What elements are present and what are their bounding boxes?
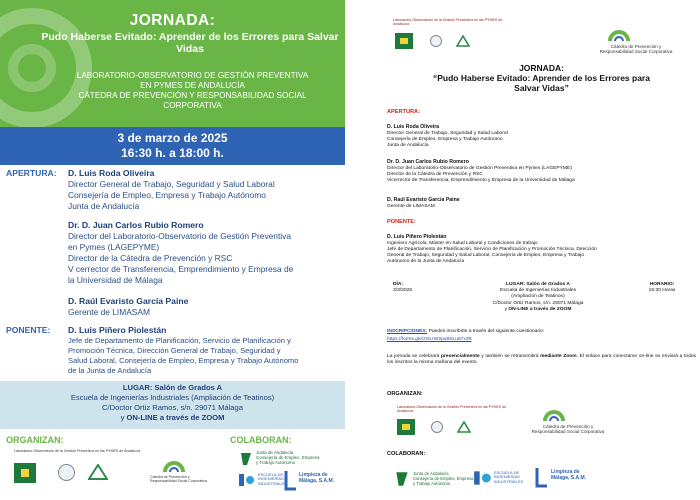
doc-speaker-name: Dr. D. Juan Carlos Rubio Romero — [387, 159, 469, 165]
doc-speaker-line: Gerente de LIMASAM — [387, 204, 435, 209]
doc-dia-block — [393, 282, 453, 294]
doc-title — [383, 63, 700, 93]
doc-horario-label: HORARIO: — [649, 282, 675, 287]
doc-ponente-line: Ingeniero Agrícola, Máster en Salud Laboral y Condiciones de trabajo — [387, 241, 538, 246]
date-band — [0, 127, 345, 165]
doc-speaker-name: D. Luis Roda Oliveira — [387, 124, 440, 130]
doc-inscripciones-label: INSCRIPCIONES: — [387, 329, 428, 334]
doc-ponente-description — [387, 241, 696, 265]
catedra-line: Cátedra de Prevención y — [542, 424, 594, 429]
limasam-line: Limpieza de — [551, 469, 580, 475]
doc-note-text: La jornada se celebrará — [387, 354, 441, 359]
junta-line: Consejería de Empleo, Empresa — [413, 475, 474, 481]
escuela-line: INDUSTRIALES — [258, 480, 288, 486]
poster-header — [0, 0, 345, 127]
doc-lugar-online-prefix: y — [504, 306, 509, 312]
escuela-line: INDUSTRIALES — [494, 478, 524, 484]
doc-catedra-logo-text — [581, 44, 691, 54]
escuela-line: INGENIERÍAS — [494, 474, 520, 480]
doc-inscripciones-text: Puedes inscribirte a través del siguiente cuestionario: — [427, 329, 545, 334]
junta-logo-text — [256, 451, 336, 465]
doc-ponente-name: D. Luis Piñero Piolestán — [387, 234, 447, 240]
venue-online: ON-LINE a través de ZOOM — [126, 413, 225, 422]
venue-heading: LUGAR: Salón de Grados A — [122, 383, 223, 392]
event-time: 16:30 h. a 18:00 h. — [121, 146, 224, 160]
poster-title: JORNADA: — [129, 12, 216, 29]
apertura-label: APERTURA: — [6, 168, 57, 178]
doc-limasam-logo-text — [551, 470, 586, 482]
doc-ponente-line: Autónomo de la Junta de Andalucía — [387, 259, 465, 265]
venue-online-prefix: y — [120, 413, 127, 422]
doc-title-line: Salvar Vidas” — [514, 83, 569, 93]
doc-lab-logo-text: Laboratorio-Observatorio de la Gestión Preventiva en las PYMES de Andalucía — [393, 18, 503, 27]
doc-speaker-description — [387, 131, 696, 149]
doc-org-seal-logo — [431, 421, 443, 433]
speaker-line: Director General de Trabajo, Seguridad y Salud Laboral — [68, 179, 275, 189]
doc-dia-value: 3/3/2025 — [393, 288, 413, 294]
doc-apertura-label: APERTURA: — [387, 109, 420, 115]
doc-org-lab-text: Laboratorio-Observatorio de la Gestión Preventiva en las PYMES de Andalucía — [397, 405, 507, 414]
doc-org-catedra-logo — [543, 408, 565, 422]
doc-note-bold: mediante Zoom — [540, 354, 577, 359]
speaker-line: Gerente de LIMASAM — [68, 307, 150, 317]
doc-speaker-line: Vicerrector de Transferencia, Emprendimiento y Empresa de la Universidad de Málaga — [387, 178, 575, 184]
speaker-line: Director del Laboratorio-Observatorio de Gestión Preventiva — [68, 231, 291, 241]
ponente-description — [68, 336, 340, 376]
doc-title-line: “Pudo Haberse Evitado: Aprender de los Errores para — [433, 73, 650, 83]
speaker-description — [68, 307, 340, 318]
poster-subtitle: Pudo Haberse Evitado: Aprender de los Errores para Salvar Vidas — [41, 31, 339, 55]
venue-line: Escuela de Ingenierías Industriales (Ampliación de Teatinos) — [70, 393, 275, 402]
speaker-line: Consejería de Empleo, Empresa y Trabajo Autónomo — [68, 190, 266, 200]
doc-colaboran-label: COLABORAN: — [387, 451, 426, 457]
junta-line: Junta de Andalucía — [256, 450, 294, 455]
speaker-name: D. Raúl Evaristo García Paine — [68, 296, 189, 306]
limasam-logo — [284, 469, 298, 491]
limasam-line: Málaga, S.A.M. — [551, 474, 587, 481]
doc-dia-label: DÍA: — [393, 282, 404, 287]
limasam-logo-text — [299, 473, 334, 485]
catedra-line: Cátedra de Prevención y — [610, 44, 662, 49]
lab-green-logo — [14, 463, 36, 483]
doc-note-bold: presencialmente — [440, 354, 480, 359]
junta-line: y Trabajo Autónomo — [413, 480, 451, 486]
doc-speaker-description — [387, 166, 696, 184]
doc-note-text: . El enlace para conectarse on-line se enviará a todos los inscritos la misma mañana del evento. — [387, 354, 696, 366]
poster-sponsors — [0, 429, 345, 500]
doc-note-text: y también se retransmitirá — [479, 354, 541, 359]
escuela-logo — [238, 473, 256, 487]
junta-line: Junta de Andalucía — [413, 471, 449, 476]
doc-speaker-line: Junta de Andalucía — [387, 143, 429, 149]
escuela-line: INGENIERÍAS — [258, 476, 284, 482]
organizan-label: ORGANIZAN: — [6, 435, 64, 445]
doc-ponente-label: PONENTE: — [387, 219, 416, 225]
org-line: CORPORATIVA — [163, 101, 222, 110]
limasam-line: Limpieza de — [299, 472, 328, 478]
poster-organizer-lines — [60, 71, 325, 111]
doc-inscripciones-link-line — [387, 337, 696, 343]
event-date: 3 de marzo de 2025 — [117, 131, 228, 145]
ponente-line: Salud Laboral, Consejería de Empleo, Empresa y Trabajo Autónomo — [68, 356, 299, 365]
catedra-line: Cátedra de Prevención y — [150, 475, 190, 479]
catedra-logo — [163, 459, 185, 473]
doc-university-seal-logo — [430, 35, 442, 47]
doc-lab-green-logo — [395, 33, 413, 49]
junta-line: Consejería de Empleo, Empresa — [256, 454, 320, 460]
document-page — [383, 0, 700, 500]
org-line: LABORATORIO-OBSERVATORIO DE GESTIÓN PREVENTIVA — [76, 71, 309, 80]
doc-speaker-name: D. Raúl Evaristo García Paine — [387, 197, 460, 203]
doc-limasam-logo — [535, 466, 549, 488]
doc-speaker-line: Director del Laboratorio-Observatorio de Gestión Preventiva en Pymes (LAGEPYME) — [387, 166, 572, 171]
ponente-name: D. Luis Piñero Piolestán — [68, 325, 167, 335]
doc-speaker-line: Consejería de Empleo, Empresa y Trabajo Autónomo — [387, 137, 503, 143]
registration-form-link[interactable]: https://forms.gle/zGLrW2pu9SLu67xZ8 — [387, 337, 472, 342]
lab-triangle-logo — [88, 464, 108, 480]
speaker-line: V cerrector de Transferencia, Emprendimiento y Empresa de — [68, 264, 294, 274]
doc-org-triangle-logo — [457, 421, 471, 433]
venue-box — [0, 381, 345, 429]
escuela-logo-text — [258, 473, 287, 486]
doc-lab-triangle-logo — [456, 35, 470, 47]
doc-escuela-logo — [473, 470, 493, 486]
doc-ponente-line: Jefe de Departamento de Planificación, Servicio de Planificación y Promoción Técnica, Dirección — [387, 247, 597, 253]
lab-logo-text: Laboratorio-Observatorio de la Gestión Preventiva en las PYMES de Andalucía — [14, 449, 141, 453]
venue-line: C/Doctor Ortiz Ramos, s/n. 29071 Málaga — [102, 403, 243, 412]
junta-line: y Trabajo Autónomo — [256, 459, 296, 465]
ponente-line: de la Junta de Andalucía — [68, 366, 152, 375]
university-seal-logo — [58, 464, 75, 481]
doc-title-line: JORNADA: — [519, 63, 564, 73]
doc-junta-andalucia-logo — [393, 470, 411, 488]
doc-speaker-description — [387, 204, 696, 210]
org-line: EN PYMES DE ANDALUCÍA — [140, 81, 245, 90]
escuela-line: ESCUELA DE — [258, 472, 284, 477]
speaker-line: la Universidad de Málaga — [68, 275, 163, 285]
doc-note — [387, 354, 696, 366]
ponente-label: PONENTE: — [6, 325, 51, 335]
doc-horario-block — [629, 282, 695, 294]
doc-horario-value: 16:30 Horas — [648, 288, 676, 294]
doc-lugar-online: ON-LINE a través de ZOOM — [508, 306, 572, 312]
catedra-line: Responsabilidad Social Corporativa — [531, 429, 605, 435]
escuela-line: ESCUELA DE — [494, 470, 520, 475]
doc-speaker-line: Director General de Trabajo, Seguridad y Salud Laboral — [387, 131, 508, 136]
speaker-description — [68, 179, 340, 212]
speaker-line: en Pymes (LAGEPYME) — [68, 242, 160, 252]
catedra-line: Responsabilidad Social Corporativa — [150, 479, 207, 484]
doc-org-lab-green-logo — [397, 419, 415, 435]
doc-catedra-logo — [608, 28, 630, 42]
doc-speaker-line: Director de la Cátedra de Prevención y RSC — [387, 172, 483, 178]
limasam-line: Málaga, S.A.M. — [299, 477, 335, 484]
doc-lugar-block — [463, 282, 613, 313]
junta-andalucia-logo — [238, 451, 254, 467]
speaker-name: D. Luis Roda Oliveira — [68, 168, 155, 178]
doc-org-catedra-text — [513, 424, 623, 434]
doc-lugar-label: LUGAR: Salón de Grados A — [506, 282, 570, 287]
doc-inscripciones — [387, 329, 696, 335]
speaker-description — [68, 231, 340, 286]
speaker-line: Junta de Andalucía — [68, 201, 140, 211]
catedra-line: Responsabilidad Social Corporativa — [599, 49, 673, 55]
ponente-line: Promoción Técnica, Dirección General de Trabajo, Seguridad y — [68, 346, 281, 355]
poster — [0, 0, 345, 500]
org-line: CÁTEDRA DE PREVENCIÓN Y RESPONSABILIDAD SOCIAL — [78, 91, 307, 100]
doc-ponente-line: General de Trabajo, Seguridad y Salud Laboral, Consejería de Empleo, Empresa y Trabajo — [387, 253, 585, 259]
speaker-line: Director de la Cátedra de Prevención y RSC — [68, 253, 233, 263]
doc-lugar-line: Escuela de Ingenierías Industriales — [499, 288, 577, 294]
doc-escuela-logo-text — [494, 471, 523, 484]
doc-organizan-label: ORGANIZAN: — [387, 391, 423, 397]
colaboran-label: COLABORAN: — [230, 435, 292, 445]
doc-lugar-line: (Ampliación de Teatinos) — [511, 294, 565, 300]
ponente-line: Jefe de Departamento de Planificación, Servicio de Planificación y — [68, 336, 291, 345]
speaker-name: Dr. D. Juan Carlos Rubio Romero — [68, 220, 204, 230]
catedra-logo-text — [150, 475, 230, 483]
doc-lugar-line: C/Doctor Ortiz Ramos, s/n. 29071 Málaga — [492, 300, 584, 306]
